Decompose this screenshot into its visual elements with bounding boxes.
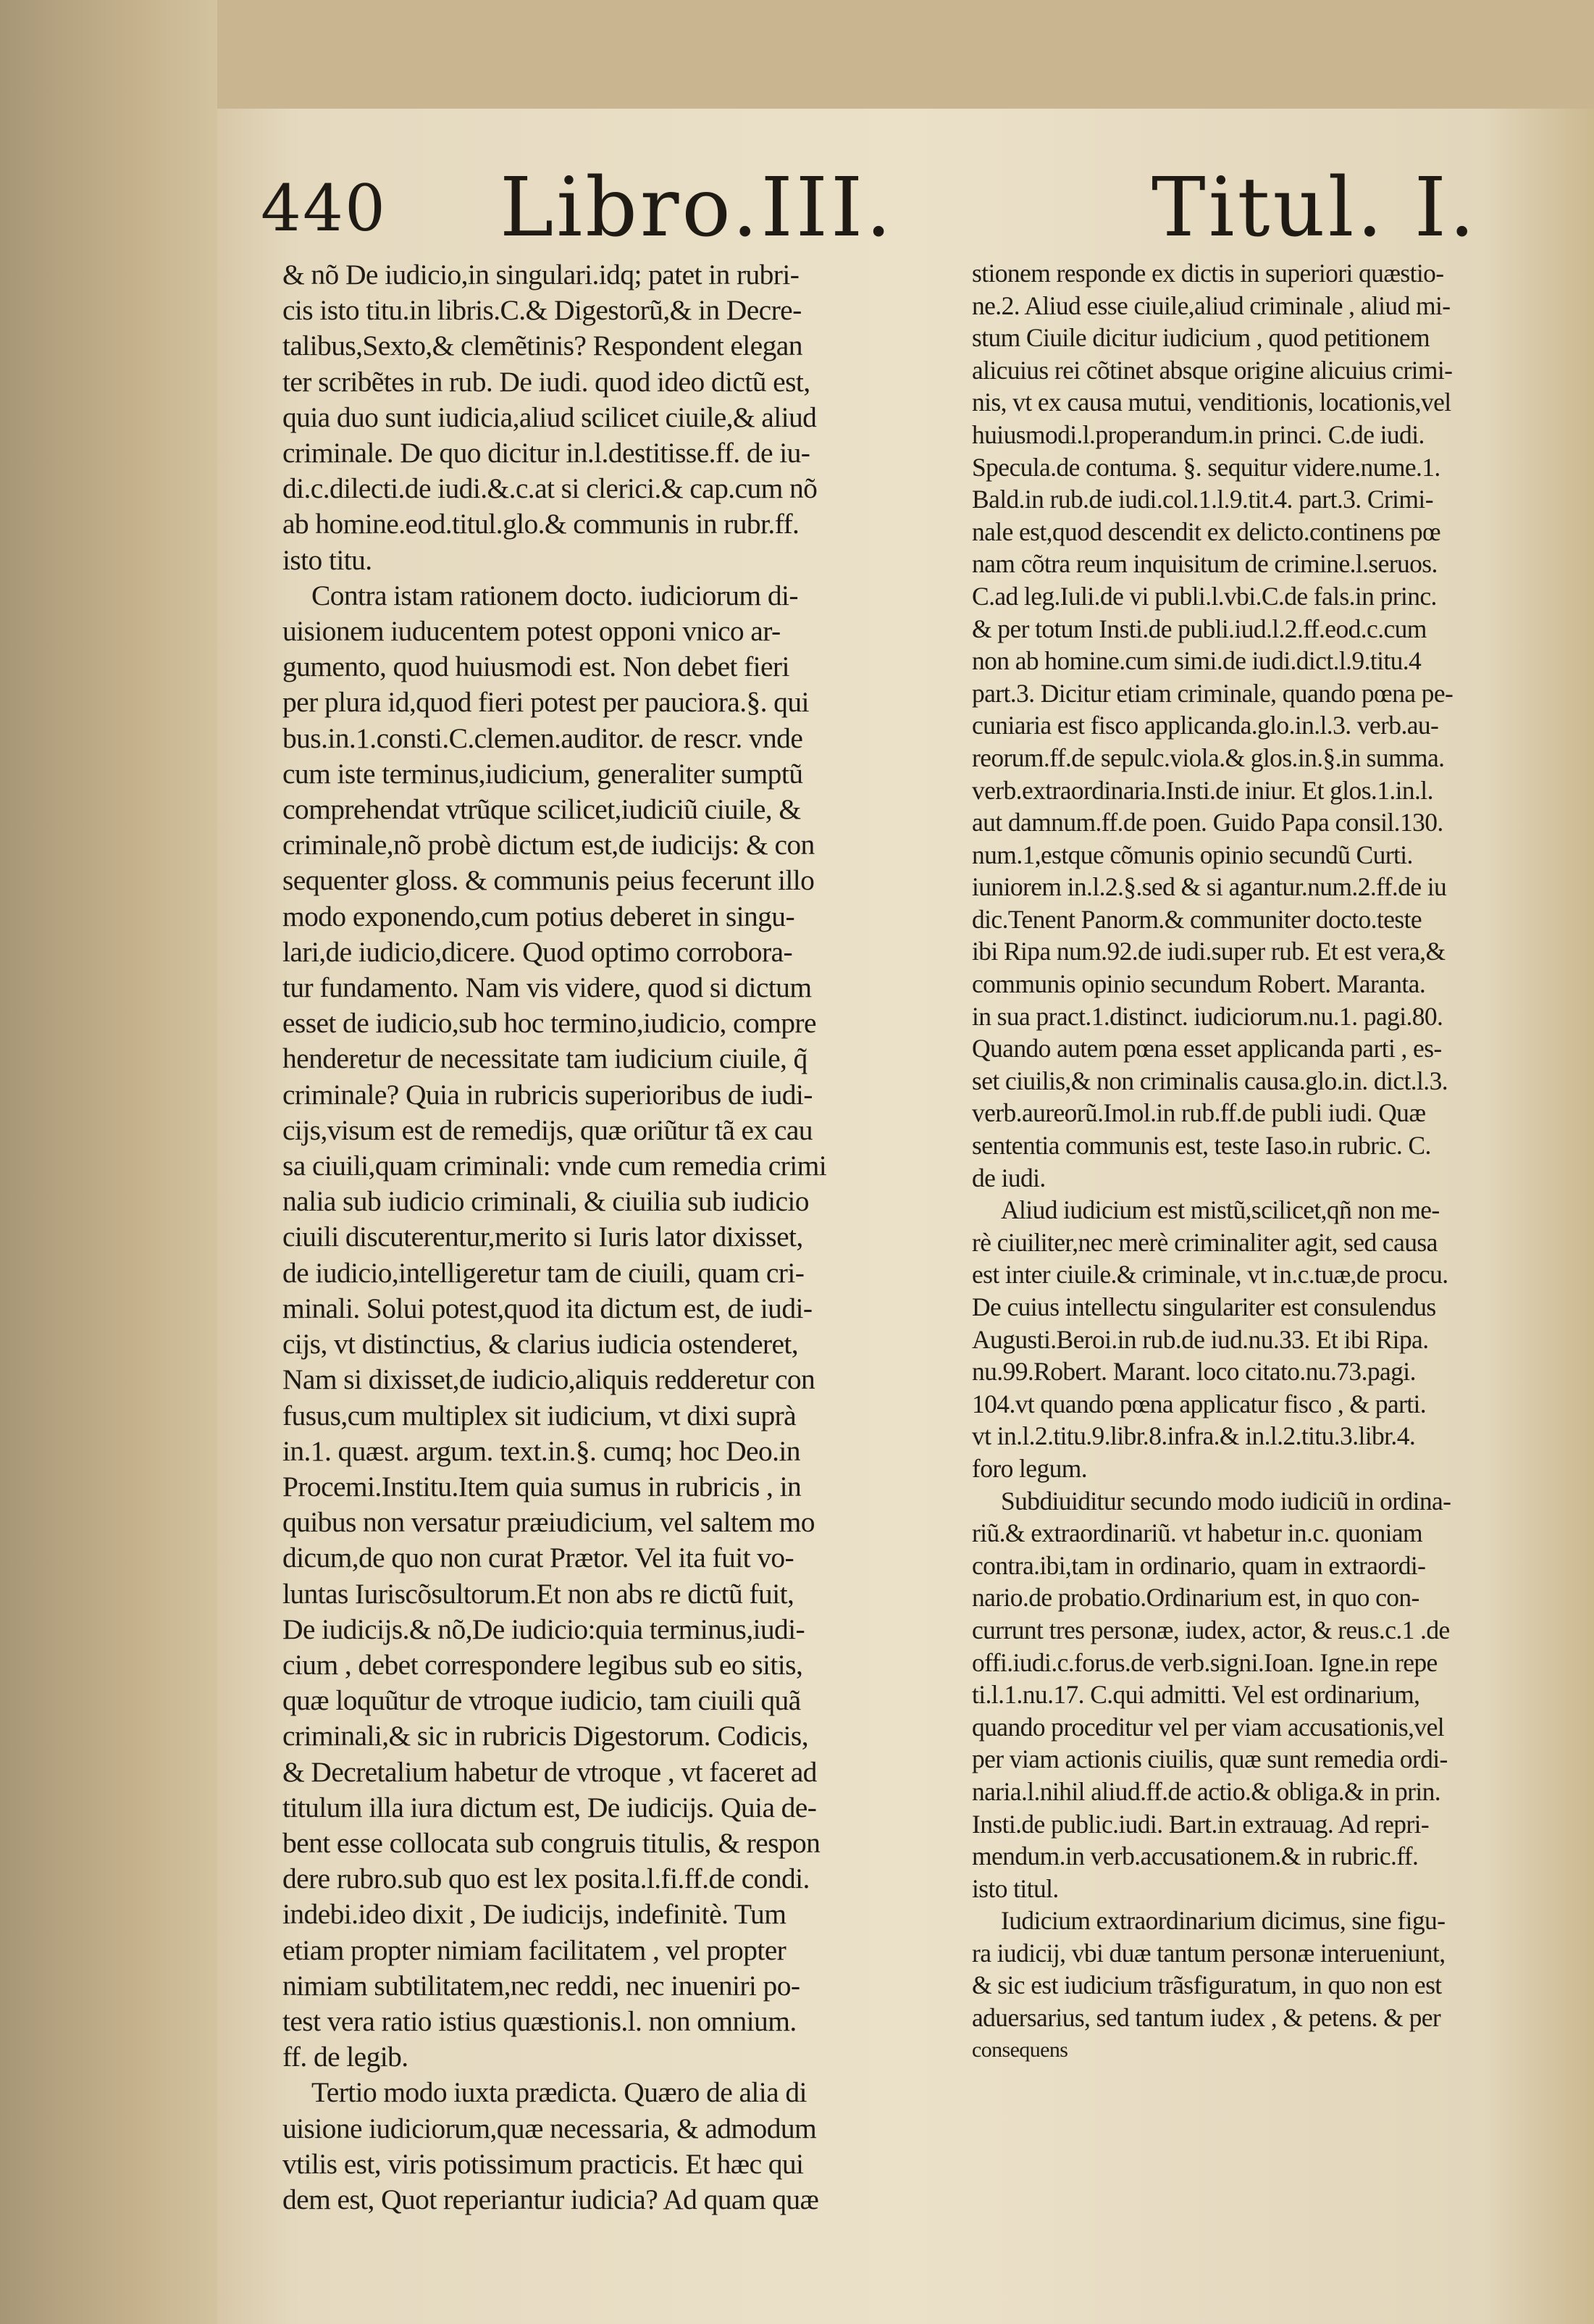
text-line: & Decretalium habetur de vtroque , vt faceret ad <box>282 1755 817 1788</box>
text-line: & nõ De iudicio,in singulari.idq; patet in rubri- <box>282 259 800 290</box>
right-text-column <box>972 257 1551 2066</box>
text-line: nis, vt ex causa mutui, venditionis, locationis,vel <box>972 388 1451 417</box>
text-line: rè ciuiliter,nec merè criminaliter agit, sed causa <box>972 1227 1438 1257</box>
text-line: dicum,de quo non curat Prætor. Vel ita fuit vo- <box>282 1542 794 1574</box>
text-line: dic.Tenent Panorm.& communiter docto.teste <box>972 904 1422 934</box>
text-line: huiusmodi.l.properandum.in princi. C.de iudi. <box>972 419 1425 449</box>
text-line: mendum.in verb.accusationem.& in rubric.ff. <box>972 1842 1419 1871</box>
text-line: Augusti.Beroi.in rub.de iud.nu.33. Et ibi Ripa. <box>972 1324 1429 1354</box>
text-line: ab homine.eod.titul.glo.& communis in rubr.ff. <box>282 508 800 540</box>
text-line: quia duo sunt iudicia,aliud scilicet ciuile,& aliud <box>282 401 817 433</box>
text-line: uisione iudiciorum,quæ necessaria, & admodum <box>282 2112 817 2144</box>
text-line: bent esse collocata sub congruis titulis, & respon <box>282 1826 821 1859</box>
text-line: fusus,cum multiplex sit iudicium, vt dixi suprà <box>282 1399 797 1431</box>
text-line: etiam propter nimiam facilitatem , vel propter <box>282 1934 786 1966</box>
book-gutter <box>0 0 217 2324</box>
text-line: Nam si dixisset,de iudicio,aliquis redderetur con <box>282 1363 815 1396</box>
text-line: part.3. Dicitur etiam criminale, quando pœna pe- <box>972 678 1454 708</box>
text-line: ra iudicij, vbi duæ tantum personæ interueniunt, <box>972 1938 1446 1968</box>
text-line: de iudi. <box>972 1163 1046 1192</box>
text-line: Bald.in rub.de iudi.col.1.l.9.tit.4. part.3. Crimi- <box>972 485 1433 514</box>
text-line: vt in.l.2.titu.9.libr.8.infra.& in.l.2.titu.3.libr.4. <box>972 1421 1416 1451</box>
text-line: non ab homine.cum simi.de iudi.dict.l.9.titu.4 <box>972 646 1422 676</box>
text-line: 104.vt quando pœna applicatur fisco , & parti. <box>972 1389 1427 1418</box>
text-line: de iudicio,intelligeretur tam de ciuili, quam cri- <box>282 1256 805 1289</box>
text-line: stionem responde ex dictis in superiori quæstio- <box>972 259 1444 288</box>
text-line: contra.ibi,tam in ordinario, quam in extraordi- <box>972 1550 1426 1580</box>
text-line: modo exponendo,cum potius deberet in singu- <box>282 900 795 932</box>
text-line: dere rubro.sub quo est lex posita.l.fi.ff.de condi. <box>282 1863 810 1895</box>
text-line: cijs,visum est de remedijs, quæ oriũtur tã ex cau <box>282 1113 813 1146</box>
text-line: currunt tres personæ, iudex, actor, & reus.c.1 .de <box>972 1615 1450 1644</box>
text-line: iuniorem in.l.2.§.sed & si agantur.num.2.ff.de iu <box>972 872 1447 902</box>
text-line: De cuius intellectu singulariter est consulendus <box>972 1292 1436 1321</box>
text-line: titulum illa iura dictum est, De iudicijs. Quia de- <box>282 1791 817 1823</box>
text-line: set ciuilis,& non criminalis causa.glo.in. dict.l.3. <box>972 1066 1448 1095</box>
text-line: di.c.dilecti.de iudi.&.c.at si clerici.& cap.cum nõ <box>282 472 818 505</box>
text-line: quibus non versatur præiudicium, vel saltem mo <box>282 1506 815 1539</box>
text-line: Aliud iudicium est mistũ,scilicet,qñ non me- <box>1001 1195 1440 1225</box>
text-line: in.1. quæst. argum. text.in.§. cumq; hoc Deo.in <box>282 1434 800 1467</box>
text-line: verb.aureorũ.Imol.in rub.ff.de publi iudi. Quæ <box>972 1098 1426 1128</box>
text-line: quæ loquũtur de vtroque iudicio, tam ciuili quã <box>282 1684 801 1717</box>
text-line: De iudicijs.& nõ,De iudicio:quia terminus,iudi- <box>282 1613 805 1645</box>
text-line: C.ad leg.Iuli.de vi publi.l.vbi.C.de fals.in princ. <box>972 581 1437 611</box>
text-line: Specula.de contuma. §. sequitur videre.nume.1. <box>972 452 1440 482</box>
text-line: vtilis est, viris potissimum practicis. Et hæc qui <box>282 2147 804 2180</box>
text-line: dem est, Quot reperiantur iudicia? Ad quam quæ <box>282 2183 819 2215</box>
text-line: stum Ciuile dicitur iudicium , quod petitionem <box>972 323 1430 353</box>
text-line: criminale,nõ probè dictum est,de iudicijs: & con <box>282 829 815 861</box>
text-line: nale est,quod descendit ex delicto.continens pœ <box>972 517 1441 546</box>
page-number: 440 <box>261 171 387 246</box>
title-heading: Titul. I. <box>1152 161 1478 255</box>
text-line: bus.in.1.consti.C.clemen.auditor. de rescr. vnde <box>282 722 803 754</box>
text-line: Quando autem pœna esset applicanda parti , es- <box>972 1034 1442 1063</box>
text-line: est inter ciuile.& criminale, vt in.c.tuæ,de procu. <box>972 1260 1448 1290</box>
text-line: sententia communis est, teste Iaso.in rubric. C. <box>972 1131 1431 1161</box>
text-line: communis opinio secundum Robert. Maranta. <box>972 969 1426 999</box>
text-line: ciuili discuterentur,merito si Iuris lator dixisset, <box>282 1221 803 1253</box>
text-line: foro legum. <box>972 1453 1088 1483</box>
text-line: nu.99.Robert. Marant. loco citato.nu.73.pagi. <box>972 1357 1416 1387</box>
text-line: talibus,Sexto,& clemẽtinis? Respondent elegan <box>282 330 802 362</box>
text-line: per viam actionis ciuilis, quæ sunt remedia ordi- <box>972 1744 1448 1774</box>
text-line: nalia sub iudicio criminali, & ciuilia sub iudicio <box>282 1185 809 1218</box>
text-line: Procemi.Institu.Item quia sumus in rubricis , in <box>282 1470 802 1502</box>
text-line: nam cõtra reum inquisitum de crimine.l.seruos. <box>972 549 1438 579</box>
text-line: cum iste terminus,iudicium, generaliter sumptũ <box>282 757 803 790</box>
text-line: Iudicium extraordinarium dicimus, sine figu- <box>1001 1906 1446 1936</box>
text-line: cis isto titu.in libris.C.& Digestorũ,& in Decre- <box>282 294 802 327</box>
text-line: minali. Solui potest,quod ita dictum est, de iudi- <box>282 1292 813 1324</box>
text-line: ter scribẽtes in rub. De iudi. quod ideo dictũ est, <box>282 365 810 398</box>
text-line: luntas Iuriscõsultorum.Et non abs re dictũ fuit, <box>282 1577 794 1610</box>
text-line: criminali,& sic in rubricis Digestorum. Codicis, <box>282 1720 808 1752</box>
text-line: sa ciuili,quam criminali: vnde cum remedia crimi <box>282 1150 827 1182</box>
text-line: henderetur de necessitate tam iudicium ciuile, q̃ <box>282 1042 808 1075</box>
text-line: isto titu. <box>282 543 372 576</box>
text-line: criminale. De quo dicitur in.l.destitisse.ff. de iu- <box>282 437 810 469</box>
text-line: ti.l.1.nu.17. C.qui admitti. Vel est ordinarium, <box>972 1680 1420 1710</box>
text-line: consequens <box>972 2037 1068 2062</box>
text-line: ne.2. Aliud esse ciuile,aliud criminale , aliud mi- <box>972 290 1451 320</box>
text-line: Contra istam rationem docto. iudiciorum di- <box>311 579 798 611</box>
text-line: uisionem iuducentem potest opponi vnico ar- <box>282 615 781 648</box>
text-line: esset de iudicio,sub hoc termino,iudicio, compre <box>282 1007 816 1040</box>
text-line: cium , debet correspondere legibus sub eo sitis, <box>282 1648 803 1681</box>
running-header <box>261 161 1492 255</box>
text-line: quando proceditur vel per viam accusationis,vel <box>972 1712 1444 1742</box>
text-line: aut damnum.ff.de poen. Guido Papa consil.130. <box>972 808 1443 837</box>
text-line: reorum.ff.de sepulc.viola.& glos.in.§.in summa. <box>972 743 1445 772</box>
text-line: sequenter gloss. & communis peius fecerunt illo <box>282 864 815 897</box>
text-line: num.1,estque cõmunis opinio secundũ Curti. <box>972 840 1413 869</box>
text-line: Tertio modo iuxta prædicta. Quæro de alia di <box>311 2076 807 2109</box>
text-line: test vera ratio istius quæstionis.l. non omnium. <box>282 2005 797 2037</box>
text-line: & per totum Insti.de publi.iud.l.2.ff.eod.c.cum <box>972 614 1427 643</box>
book-title: Libro.III. <box>500 161 894 255</box>
text-line: alicuius rei cõtinet absque origine alicuius crimi- <box>972 355 1453 385</box>
text-line: Subdiuiditur secundo modo iudiciũ in ordina- <box>1001 1486 1451 1516</box>
text-line: tur fundamento. Nam vis videre, quod si dictum <box>282 971 812 1004</box>
text-line: in sua pract.1.distinct. iudiciorum.nu.1. pagi.80. <box>972 1001 1443 1031</box>
text-line: isto titul. <box>972 1873 1059 1903</box>
text-line: naria.l.nihil aliud.ff.de actio.& obliga.& in prin. <box>972 1776 1441 1806</box>
text-line: cijs, vt distinctius, & clarius iudicia ostenderet, <box>282 1328 799 1360</box>
text-line: per plura id,quod fieri potest per pauciora.§. qui <box>282 686 809 719</box>
text-line: Insti.de public.iudi. Bart.in extrauag. Ad repri- <box>972 1809 1430 1839</box>
text-line: gumento, quod huiusmodi est. Non debet fieri <box>282 651 789 683</box>
text-line: ibi Ripa num.92.de iudi.super rub. Et est vera,& <box>972 937 1446 966</box>
text-line: nimiam subtilitatem,nec reddi, nec inueniri po- <box>282 1969 800 2002</box>
text-line: cuniaria est fisco applicanda.glo.in.l.3. verb.au- <box>972 711 1439 740</box>
left-text-column <box>282 257 934 2218</box>
text-line: & sic est iudicium trãsfiguratum, in quo non est <box>972 1970 1442 2000</box>
text-line: ff. de legib. <box>282 2041 408 2073</box>
text-line: criminale? Quia in rubricis superioribus de iudi- <box>282 1078 813 1111</box>
text-line: comprehendat vtrũque scilicet,iudiciũ ciuile, & <box>282 793 801 826</box>
text-line: offi.iudi.c.forus.de verb.signi.Ioan. Igne.in repe <box>972 1647 1438 1677</box>
text-line: aduersarius, sed tantum iudex , & petens. & per <box>972 2003 1441 2033</box>
text-line: verb.extraordinaria.Insti.de iniur. Et glos.1.in.l. <box>972 775 1433 805</box>
text-line: indebi.ideo dixit , De iudicijs, indefinitè. Tum <box>282 1898 786 1931</box>
text-line: riũ.& extraordinariũ. vt habetur in.c. quoniam <box>972 1518 1423 1548</box>
text-line: nario.de probatio.Ordinarium est, in quo con- <box>972 1583 1419 1613</box>
text-line: lari,de iudicio,dicere. Quod optimo corrobora- <box>282 935 792 968</box>
